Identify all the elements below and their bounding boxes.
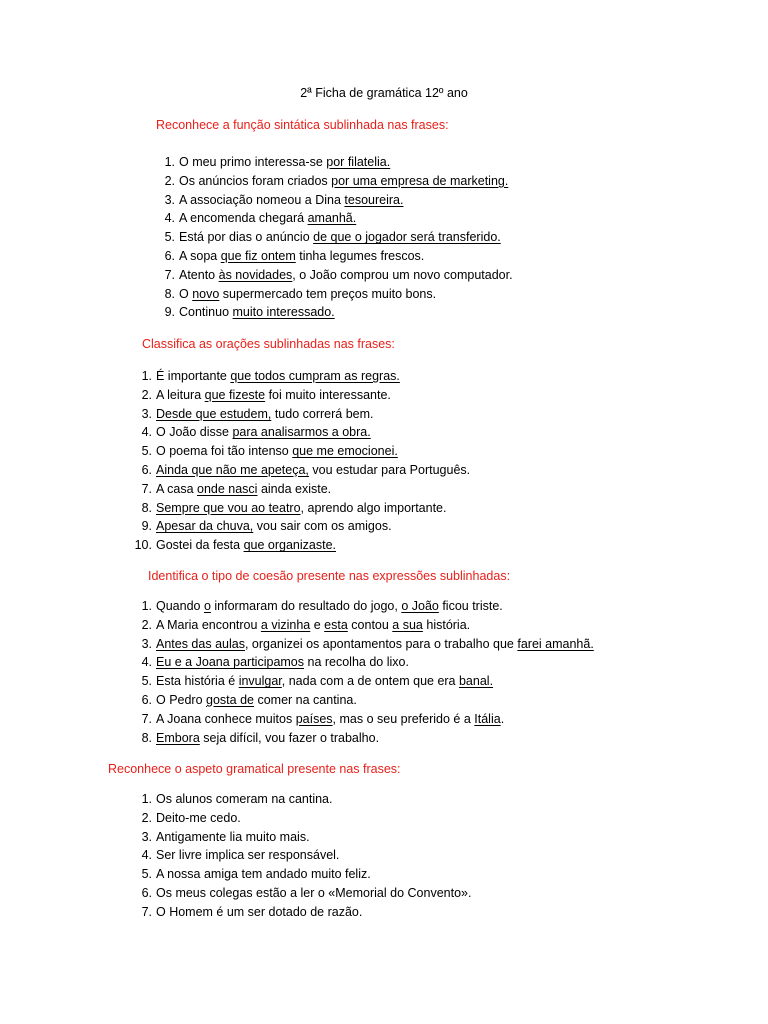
sentence-text: Atento xyxy=(179,267,219,282)
sentence-text: , nada com a de ontem que era xyxy=(281,674,459,689)
list-item xyxy=(164,228,513,247)
item-number: 8. xyxy=(164,286,175,301)
list-item xyxy=(164,191,513,210)
sentence-text: , aprendo algo importante. xyxy=(300,500,447,515)
sentence-text: A sopa xyxy=(179,248,221,263)
item-number: 2. xyxy=(164,173,175,188)
underlined-segment: de que o jogador será transferido. xyxy=(313,230,501,245)
sentence-text: Os alunos comeram na cantina. xyxy=(156,792,333,806)
sentence-text: foi muito interessante. xyxy=(265,387,391,402)
sentence-text: O João disse xyxy=(156,425,233,440)
item-number: 1. xyxy=(164,155,175,169)
sentence-text: O poema foi tão intenso xyxy=(156,444,293,459)
underlined-segment: invulgar xyxy=(238,674,282,689)
item-number: 9. xyxy=(164,305,175,320)
section-3-heading: Identifica o tipo de coesão presente nas expressões sublinhadas: xyxy=(148,569,511,583)
list-item xyxy=(141,865,471,884)
item-number: 1. xyxy=(141,369,152,383)
underlined-segment: que fizeste xyxy=(204,387,266,402)
sentence-text: A nossa amiga tem andado muito feliz. xyxy=(156,867,371,882)
list-item xyxy=(141,616,594,635)
list-item xyxy=(164,285,513,304)
item-number: 6. xyxy=(141,692,152,707)
list-item xyxy=(164,172,513,191)
list-item xyxy=(134,536,470,555)
sentence-text: , o João comprou um novo computador. xyxy=(292,267,513,282)
item-number: 4. xyxy=(141,848,152,863)
underlined-segment: Embora xyxy=(156,730,200,745)
sentence-text: vou estudar para Português. xyxy=(308,462,471,477)
underlined-segment: por filatelia. xyxy=(326,155,391,169)
item-number: 8. xyxy=(141,500,152,515)
item-number: 5. xyxy=(164,230,175,245)
sentence-text: Deito-me cedo. xyxy=(156,810,241,825)
list-item xyxy=(141,828,471,847)
sentence-text: É importante xyxy=(156,369,231,383)
sentence-text: Antigamente lia muito mais. xyxy=(156,829,310,844)
sentence-text: A Maria encontrou xyxy=(156,617,261,632)
sentence-text: Continuo xyxy=(179,305,233,320)
list-item xyxy=(141,442,470,461)
list-item xyxy=(141,790,471,809)
item-number: 7. xyxy=(141,904,152,919)
item-number: 10. xyxy=(134,538,152,553)
list-item xyxy=(141,461,471,480)
sentence-text: ficou triste. xyxy=(438,599,503,613)
underlined-segment: a vizinha xyxy=(260,617,311,632)
section-4-heading: Reconhece o aspeto gramatical presente nas frases: xyxy=(108,762,401,776)
underlined-segment: onde nasci xyxy=(197,481,258,496)
sentence-text: Está por dias o anúncio xyxy=(179,230,314,245)
underlined-segment: por uma empresa de marketing. xyxy=(331,173,509,188)
sentence-text: , organizei os apontamentos para o trabalho que xyxy=(244,636,518,651)
item-number: 3. xyxy=(141,406,152,421)
sentence-text: e xyxy=(310,617,325,632)
sentence-text: Esta história é xyxy=(156,674,239,689)
item-number: 5. xyxy=(141,444,152,459)
underlined-segment: Apesar da chuva, xyxy=(156,519,254,534)
list-item xyxy=(141,729,594,748)
section-4-list xyxy=(141,790,472,922)
list-item xyxy=(141,517,470,536)
list-item xyxy=(164,209,513,228)
sentence-text: Os anúncios foram criados xyxy=(179,173,332,188)
sentence-text: supermercado tem preços muito bons. xyxy=(219,286,437,301)
sentence-text: tinha legumes frescos. xyxy=(295,248,425,263)
underlined-segment: que todos cumpram as regras. xyxy=(230,369,400,383)
underlined-segment: que organizaste. xyxy=(243,538,336,553)
underlined-segment: Sempre que vou ao teatro xyxy=(156,500,301,515)
list-item xyxy=(141,597,594,616)
item-number: 2. xyxy=(141,810,152,825)
sentence-text: Gostei da festa xyxy=(156,538,244,553)
sentence-text: O meu primo interessa-se xyxy=(179,155,327,169)
sentence-text: seja difícil, vou fazer o trabalho. xyxy=(199,730,380,745)
item-number: 4. xyxy=(141,655,152,670)
item-number: 5. xyxy=(141,674,152,689)
item-number: 4. xyxy=(164,211,175,226)
list-item xyxy=(141,423,470,442)
sentence-text: O Pedro xyxy=(156,692,207,707)
item-number: 6. xyxy=(141,885,152,900)
list-item xyxy=(141,710,594,729)
underlined-segment: a sua xyxy=(392,617,423,632)
underlined-segment: às novidades xyxy=(218,267,293,282)
sentence-text: informaram do resultado do jogo, xyxy=(210,599,402,613)
item-number: 8. xyxy=(141,730,152,745)
sentence-text: Quando xyxy=(156,599,204,613)
list-item xyxy=(141,672,594,691)
sentence-text: . xyxy=(500,711,505,726)
sentence-text: na recolha do lixo. xyxy=(304,655,409,670)
underlined-segment: gosta de xyxy=(206,692,254,707)
list-item xyxy=(164,266,513,285)
list-item xyxy=(141,653,594,672)
sentence-text: A casa xyxy=(156,481,197,496)
item-number: 3. xyxy=(141,829,152,844)
underlined-segment: esta xyxy=(324,617,348,632)
item-number: 7. xyxy=(141,711,152,726)
sentence-text: A associação nomeou a Dina xyxy=(179,192,345,207)
underlined-segment: tesoureira. xyxy=(344,192,404,207)
sentence-text: ainda existe. xyxy=(257,481,332,496)
list-item xyxy=(141,386,470,405)
item-number: 5. xyxy=(141,867,152,882)
item-number: 7. xyxy=(141,481,152,496)
underlined-segment: Ainda que não me apeteça, xyxy=(156,462,309,477)
underlined-segment: Desde que estudem, xyxy=(156,406,272,421)
item-number: 4. xyxy=(141,425,152,440)
item-number: 6. xyxy=(141,462,152,477)
section-2-list xyxy=(134,367,471,555)
document-title: 2ª Ficha de gramática 12º ano xyxy=(300,86,468,100)
underlined-segment: muito interessado. xyxy=(232,305,335,320)
underlined-segment: banal. xyxy=(458,674,494,689)
list-item xyxy=(141,691,594,710)
item-number: 7. xyxy=(164,267,175,282)
item-number: 6. xyxy=(164,248,175,263)
item-number: 3. xyxy=(141,636,152,651)
sentence-text: A leitura xyxy=(156,387,205,402)
list-item xyxy=(164,247,513,266)
underlined-segment: que me emocionei. xyxy=(292,444,398,459)
list-item xyxy=(164,153,513,172)
list-item xyxy=(141,635,594,654)
section-1-heading: Reconhece a função sintática sublinhada nas frases: xyxy=(156,118,449,132)
list-item xyxy=(141,903,471,922)
underlined-segment: novo xyxy=(192,286,220,301)
list-item xyxy=(141,480,470,499)
underlined-segment: Itália xyxy=(474,711,501,726)
underlined-segment: o xyxy=(203,599,211,613)
item-number: 3. xyxy=(164,192,175,207)
sentence-text: O xyxy=(179,286,193,301)
underlined-segment: amanhã. xyxy=(307,211,357,226)
sentence-text: Ser livre implica ser responsável. xyxy=(156,848,340,863)
sentence-text: A encomenda chegará xyxy=(179,211,308,226)
underlined-segment: países xyxy=(295,711,333,726)
list-item xyxy=(141,367,470,386)
section-2-heading: Classifica as orações sublinhadas nas frases: xyxy=(142,337,395,351)
underlined-segment: farei amanhã. xyxy=(517,636,594,651)
item-number: 1. xyxy=(141,599,152,613)
list-item xyxy=(141,499,470,518)
underlined-segment: que fiz ontem xyxy=(220,248,296,263)
underlined-segment: para analisarmos a obra. xyxy=(232,425,371,440)
item-number: 2. xyxy=(141,387,152,402)
sentence-text: contou xyxy=(347,617,393,632)
list-item xyxy=(141,809,471,828)
item-number: 1. xyxy=(141,792,152,806)
section-3-list xyxy=(141,597,594,747)
underlined-segment: Antes das aulas xyxy=(156,636,245,651)
sentence-text: , mas o seu preferido é a xyxy=(332,711,475,726)
list-item xyxy=(164,303,513,322)
sentence-text: história. xyxy=(422,617,471,632)
item-number: 2. xyxy=(141,617,152,632)
sentence-text: A Joana conhece muitos xyxy=(156,711,296,726)
list-item xyxy=(141,884,472,903)
underlined-segment: Eu e a Joana participamos xyxy=(156,655,305,670)
list-item xyxy=(141,846,471,865)
sentence-text: O Homem é um ser dotado de razão. xyxy=(156,904,363,919)
list-item xyxy=(141,405,470,424)
sentence-text: Os meus colegas estão a ler o «Memorial do Convento». xyxy=(156,885,472,900)
underlined-segment: o João xyxy=(401,599,439,613)
item-number: 9. xyxy=(141,519,152,534)
section-1-list xyxy=(164,153,513,322)
sentence-text: tudo correrá bem. xyxy=(271,406,374,421)
sentence-text: vou sair com os amigos. xyxy=(253,519,392,534)
sentence-text: comer na cantina. xyxy=(254,692,357,707)
